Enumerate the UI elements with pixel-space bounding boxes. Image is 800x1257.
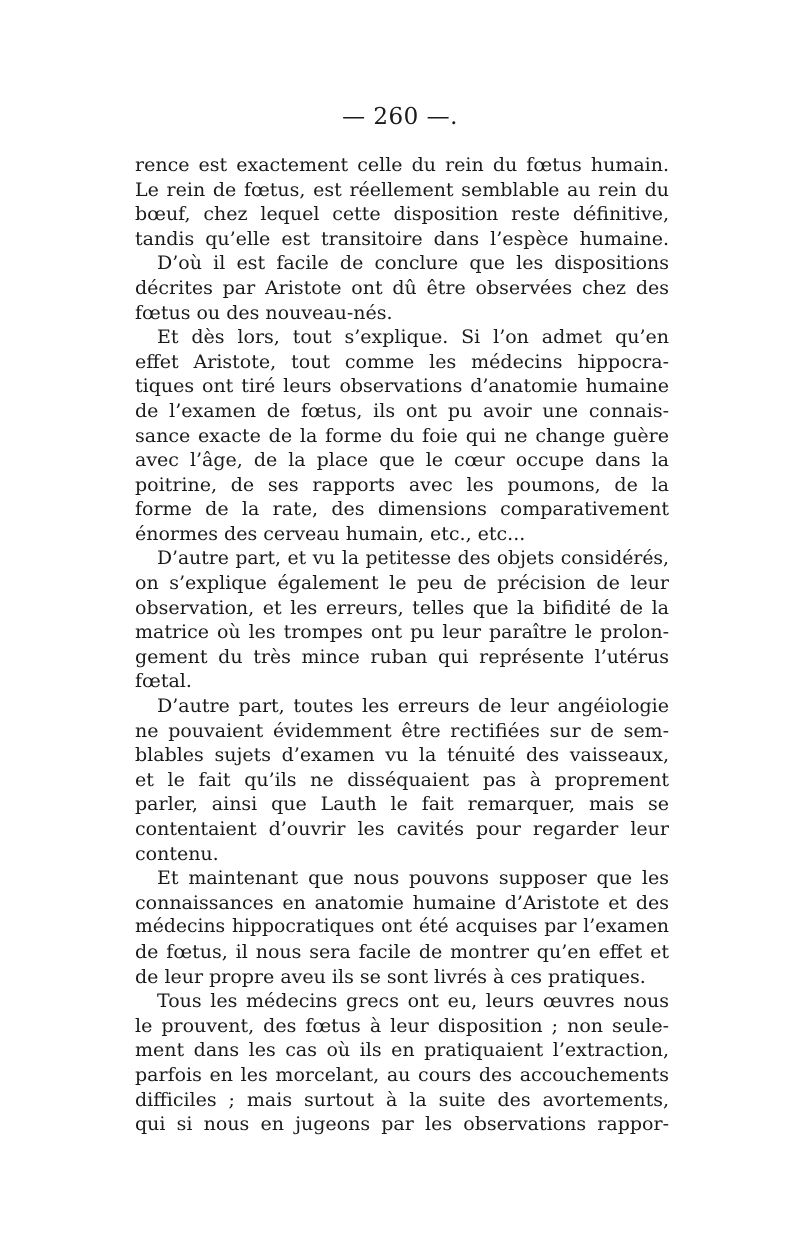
text-line: et le fait qu’ils ne disséquaient pas à proprement — [135, 768, 669, 791]
text-line: ment dans les cas où ils en pratiquaient l’extraction, — [135, 1039, 669, 1062]
text-line: ne pouvaient évidemment être rectifiées sur de sem- — [135, 719, 669, 742]
text-line: sance exacte de la forme du foie qui ne change guère — [135, 424, 669, 447]
text-line: qui si nous en jugeons par les observations rappor- — [135, 1113, 669, 1136]
text-line: parler, ainsi que Lauth le fait remarquer, mais se — [135, 793, 669, 816]
text-line: rence est exactement celle du rein du fœtus humain. — [135, 154, 669, 176]
text-line: contentaient d’ouvrir les cavités pour regarder leur — [135, 818, 669, 841]
text-line: contenu. — [135, 842, 219, 865]
text-line: poitrine, de ses rapports avec les poumons, de la — [135, 473, 669, 496]
text-line: Le rein de fœtus, est réellement semblable au rein du — [135, 178, 669, 201]
text-line: matrice où les trompes ont pu leur paraître le prolon- — [135, 621, 669, 644]
text-line: Tous les médecins grecs ont eu, leurs œuvres nous — [157, 990, 669, 1013]
text-line: de l’examen de fœtus, ils ont pu avoir une connais- — [135, 399, 669, 422]
text-line: le prouvent, des fœtus à leur disposition ; non seule- — [135, 1014, 669, 1037]
text-line: D’autre part, et vu la petitesse des objets considérés, — [157, 547, 669, 569]
text-line: bœuf, chez lequel cette disposition reste définitive, — [135, 203, 669, 226]
text-line: Et maintenant que nous pouvons supposer que les — [157, 867, 669, 890]
text-line: on s’explique également le peu de précision de leur — [135, 572, 669, 595]
text-line: D’autre part, toutes les erreurs de leur angéiologie — [157, 695, 669, 718]
text-line: gement du très mince ruban qui représente l’utérus — [135, 645, 669, 668]
text-line: énormes des cerveau humain, etc., etc... — [135, 522, 526, 545]
text-line: de leur propre aveu ils se sont livrés à ces pratiques. — [135, 965, 646, 988]
text-line: fœtus ou des nouveau-nés. — [135, 301, 393, 324]
text-line: tiques ont tiré leurs observations d’anatomie humaine — [135, 375, 669, 398]
text-line: fœtal. — [135, 670, 192, 693]
text-line: D’où il est facile de conclure que les dispositions — [157, 252, 669, 275]
text-line: médecins hippocratiques ont été acquises par l’examen — [135, 916, 669, 938]
page-number: — 260 —. — [342, 104, 458, 130]
text-line: décrites par Aristote ont dû être observées chez des — [135, 276, 669, 299]
text-line: observation, et les erreurs, telles que la bifidité de la — [135, 596, 669, 619]
text-line: forme de la rate, des dimensions comparativement — [135, 498, 669, 521]
text-line: connaissances en anatomie humaine d’Aristote et des — [135, 891, 669, 914]
text-line: effet Aristote, tout comme les médecins hippocra- — [135, 350, 669, 373]
text-line: tandis qu’elle est transitoire dans l’espèce humaine. — [135, 227, 669, 250]
text-line: de fœtus, il nous sera facile de montrer qu’en effet et — [135, 941, 669, 963]
text-line: avec l’âge, de la place que le cœur occupe dans la — [135, 449, 669, 472]
text-line: parfois en les morcelant, au cours des accouchements — [135, 1063, 669, 1086]
text-line: blables sujets d’examen vu la ténuité des vaisseaux, — [135, 744, 669, 767]
text-line: Et dès lors, tout s’explique. Si l’on admet qu’en — [157, 326, 669, 349]
text-line: difficiles ; mais surtout à la suite des avortements, — [135, 1088, 669, 1111]
body-text — [135, 153, 669, 1137]
